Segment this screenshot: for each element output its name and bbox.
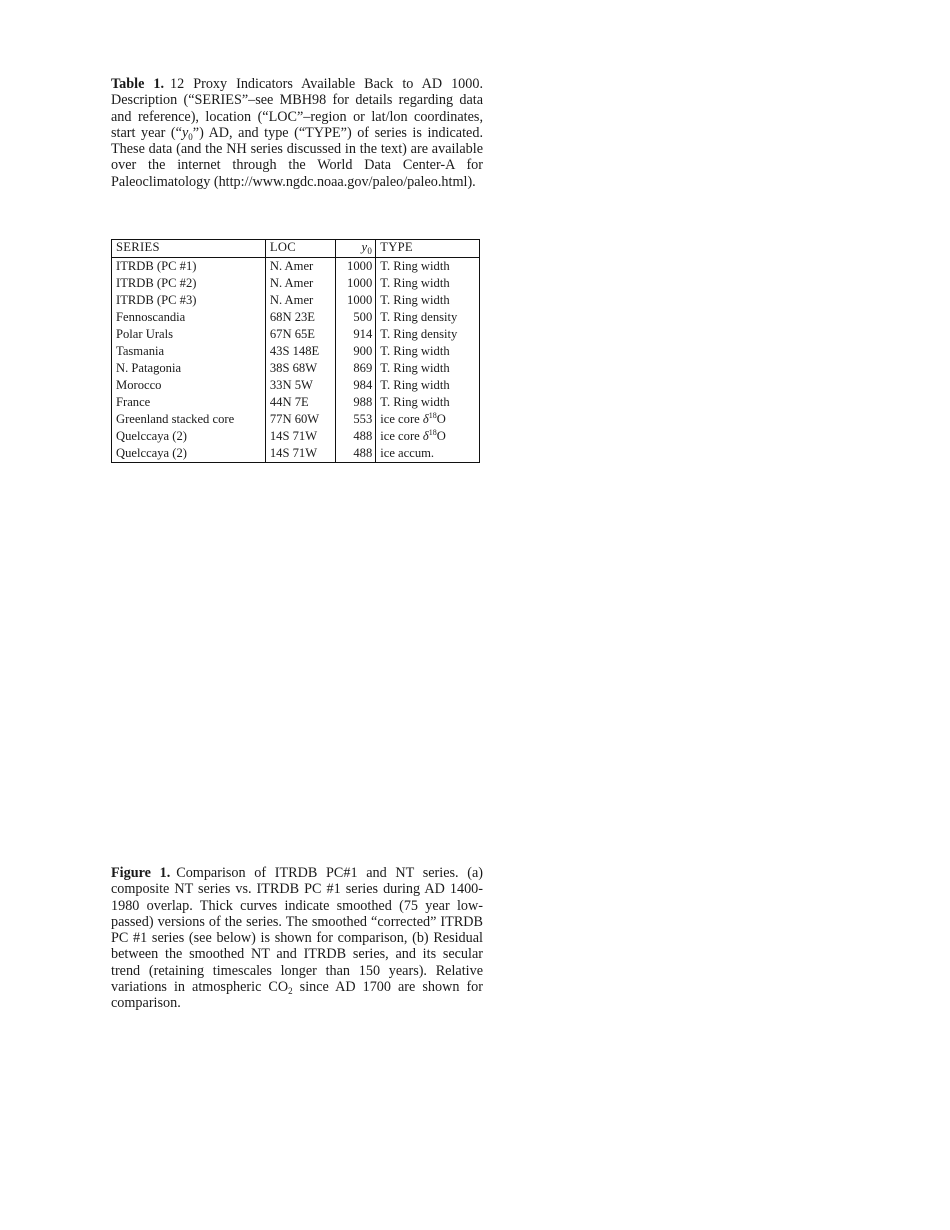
cell-series: ITRDB (PC #2) [112, 275, 266, 292]
cell-loc: 44N 7E [265, 394, 335, 411]
header-type: TYPE [376, 240, 480, 258]
figure-caption-label: Figure 1. [111, 865, 171, 881]
cell-type: T. Ring width [376, 360, 480, 377]
cell-loc: N. Amer [265, 258, 335, 276]
cell-series: France [112, 394, 266, 411]
cell-y0: 488 [335, 445, 375, 463]
cell-type: T. Ring density [376, 309, 480, 326]
header-y0: $y_0$ [335, 240, 375, 258]
cell-y0: 914 [335, 326, 375, 343]
cell-type: T. Ring width [376, 343, 480, 360]
cell-y0: 984 [335, 377, 375, 394]
cell-series: ITRDB (PC #1) [112, 258, 266, 276]
table-row [112, 360, 480, 377]
cell-type: T. Ring density [376, 326, 480, 343]
cell-y0: 1000 [335, 292, 375, 309]
figure-caption-text: Comparison of ITRDB PC#1 and NT series. (a) composite NT series vs. ITRDB PC #1 series during AD 1400-1980 overlap. Thick curves indicate smoothed (75 year low-passed) versions of the series. The smoothed “corrected” ITRDB PC #1 series (see below) is shown for comparison, (b) Residual between the smoothed NT and ITRDB series, and its secular trend (retaining timescales longer than 150 years). Relative variations in atmospheric $CO_2$ since AD 1700 are shown for comparison. [111, 865, 483, 1012]
cell-y0: 488 [335, 428, 375, 445]
table-row [112, 445, 480, 463]
figure-caption [111, 865, 483, 1012]
proxy-indicators-table [111, 239, 480, 463]
cell-type: ice core $\delta^{18}O$ [376, 428, 480, 445]
cell-loc: 77N 60W [265, 411, 335, 428]
cell-y0: 553 [335, 411, 375, 428]
cell-y0: 1000 [335, 258, 375, 276]
cell-type: T. Ring width [376, 394, 480, 411]
cell-loc: 33N 5W [265, 377, 335, 394]
table-row [112, 343, 480, 360]
cell-loc: 43S 148E [265, 343, 335, 360]
table-row [112, 411, 480, 428]
cell-loc: 38S 68W [265, 360, 335, 377]
cell-type: T. Ring width [376, 275, 480, 292]
table-row [112, 309, 480, 326]
cell-loc: 14S 71W [265, 428, 335, 445]
cell-series: Greenland stacked core [112, 411, 266, 428]
cell-series: Tasmania [112, 343, 266, 360]
cell-y0: 988 [335, 394, 375, 411]
cell-type: T. Ring width [376, 292, 480, 309]
cell-y0: 1000 [335, 275, 375, 292]
cell-type: T. Ring width [376, 258, 480, 276]
cell-type: ice core $\delta^{18}O$ [376, 411, 480, 428]
cell-loc: N. Amer [265, 292, 335, 309]
cell-loc: 68N 23E [265, 309, 335, 326]
cell-type: T. Ring width [376, 377, 480, 394]
cell-series: Quelccaya (2) [112, 445, 266, 463]
table-row [112, 428, 480, 445]
cell-series: ITRDB (PC #3) [112, 292, 266, 309]
cell-series: Fennoscandia [112, 309, 266, 326]
table-caption-label: Table 1. [111, 76, 165, 92]
table-row [112, 292, 480, 309]
cell-loc: N. Amer [265, 275, 335, 292]
cell-series: Morocco [112, 377, 266, 394]
table-caption-text: 12 Proxy Indicators Available Back to AD 1000. Description (“SERIES”–see MBH98 for details regarding data and reference), location (“LOC”–region or lat/lon coordinates, start year $(“y_0”)$ AD, and type (“TYPE”) of series is indicated. These data (and the NH series discussed in the text) are available over the internet through the World Data Center-A for Paleoclimatology (http://www.ngdc.noaa.gov/paleo/paleo.html). [111, 76, 483, 190]
table-row [112, 377, 480, 394]
cell-series: N. Patagonia [112, 360, 266, 377]
cell-loc: 14S 71W [265, 445, 335, 463]
table-row [112, 275, 480, 292]
table-row [112, 394, 480, 411]
cell-loc: 67N 65E [265, 326, 335, 343]
table-caption [111, 76, 483, 190]
cell-series: Polar Urals [112, 326, 266, 343]
table-body [112, 258, 480, 463]
header-series: SERIES [112, 240, 266, 258]
cell-y0: 869 [335, 360, 375, 377]
cell-type: ice accum. [376, 445, 480, 463]
table-row [112, 258, 480, 276]
cell-y0: 900 [335, 343, 375, 360]
cell-series: Quelccaya (2) [112, 428, 266, 445]
header-loc: LOC [265, 240, 335, 258]
cell-y0: 500 [335, 309, 375, 326]
table-header-row [112, 240, 480, 258]
table-row [112, 326, 480, 343]
